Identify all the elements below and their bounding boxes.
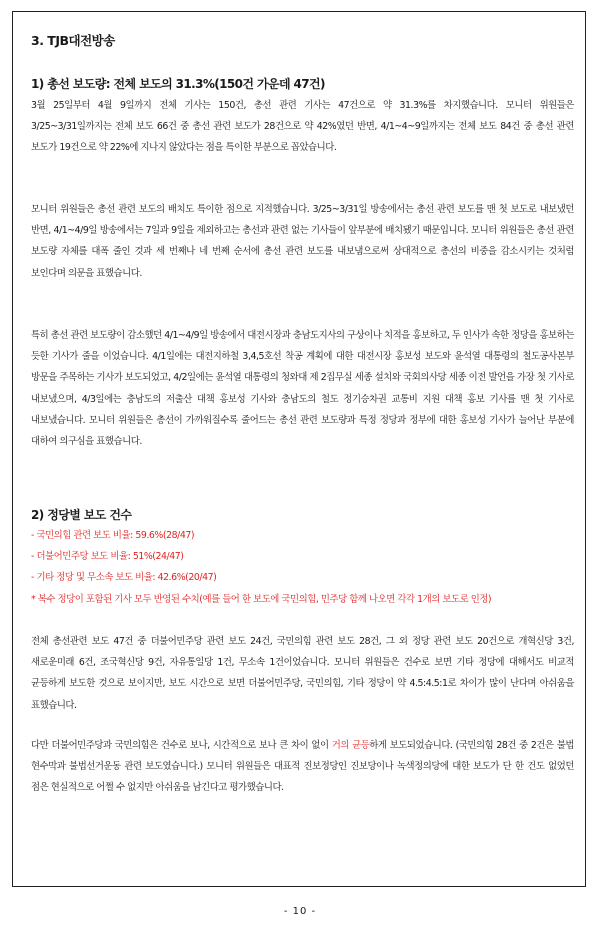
ratio-others: - 기타 정당 및 무소속 보도 비율: 42.6%(20/47) [31,572,217,584]
paragraph-party-counts: 전체 총선관련 보도 47건 중 더불어민주당 관련 보도 24건, 국민의힘 관련 보도 28건, 그 외 정당 관련 보도 20건으로 개혁신당 3건, 새로운미래 6건, 조국혁신당 9건, 자유통일당 1건, 무소속 1건이었습니다. 모니터 위원들은 건수로 보면 기타 정당에 대해서도 비교적 균등하게 보도한 것으로 보이지만, 보도 시간으로 보면 더불어민주당, 국민의힘, 기타 정당이 약 4.5:4.5:1로 차이가 많이 난다며 아쉬움을 표했습니다. [31,636,574,711]
paragraph-coverage-placement: 모니터 위원들은 총선 관련 보도의 배치도 특이한 점으로 지적했습니다. 3/25~3/31일 방송에서는 총선 관련 보도를 맨 첫 보도로 내보냈던 반면, 4/1~4/9일 방송에서는 7일과 9일을 제외하고는 총선과 관련 없는 기사들이 앞부분에 배치됐기 때문입니다. 모니터 위원들은 총선 관련 보도량 자체를 대폭 줄인 것과 세 번째나 네 번째 순서에 총선 관련 보도를 내보냄으로써 상대적으로 총선의 비중을 감소시키는 것처럼 보인다며 의문을 표했습니다. [31,204,574,279]
party-ratio-list [31,525,574,610]
ratio-ppp: - 국민의힘 관련 보도 비율: 59.6%(28/47) [31,530,195,541]
balance-text-pre: 다만 더불어민주당과 국민의힘은 건수로 보나, 시간적으로 보나 큰 차이 없이 [31,740,332,751]
balance-highlight: 거의 균등 [331,740,370,751]
paragraph-balance [31,735,574,799]
subsection-1-title: 1) 총선 보도량: 전체 보도의 31.3%(150건 가운데 47건) [31,77,325,91]
section-title: 3. TJB대전방송 [31,33,115,48]
paragraph-promotional-coverage: 특히 총선 관련 보도량이 감소했던 4/1~4/9일 방송에서 대전시장과 충남도지사의 구상이나 치적을 홍보하고, 두 인사가 속한 정당을 홍보하는 듯한 기사가 줄을 이었습니다. 4/1일에는 대전지하철 3,4,5호선 착공 계획에 대한 대전시장 홍보성 보도와 윤석열 대통령의 철도공사본부 방문을 주목하는 기사가 보도되었고, 4/2일에는 윤석열 대통령의 청와대 제 2집무실 세종 설치와 국회의사당 세종 이전 발언을 가장 첫 기사로 내보냈으며, 4/3일에는 충남도의 저출산 대책 홍보성 기사와 충남도의 철도 정기승차권 교통비 지원 대책 홍보 기사를 맨 첫 기사로 내보냈습니다. 모니터 위원들은 총선이 가까워질수록 줄어드는 총선 관련 보도량과 특정 정당과 정부에 대한 홍보성 기사가 늘어난 부분에 대하여 의구심을 표했습니다. [31,330,574,448]
subsection-2-title: 2) 정당별 보도 건수 [31,508,132,522]
ratio-democratic: - 더불어민주당 보도 비율: 51%(24/47) [31,551,184,563]
page-number: - 10 - [283,906,317,917]
ratio-footnote: * 복수 정당이 포함된 기사 모두 반영된 수치(예를 들어 한 보도에 국민의힘, 민주당 함께 나오면 각각 1개의 보도로 인정) [31,593,492,605]
paragraph-coverage-volume: 3월 25일부터 4월 9일까지 전체 기사는 150건, 총선 관련 기사는 47건으로 약 31.3%를 차지했습니다. 모니터 위원들은 3/25~3/31일까지는 전체 보도 66건 중 총선 관련 보도가 28건으로 약 42%였던 반면, 4/1~4~9일까지는 전체 보도 84건 중 총선 관련 보도가 19건으로 약 22%에 지나지 않았다는 점을 특이한 부분으로 꼽았습니다. [31,100,574,154]
balance-text-post: 하게 보도되었습니다. (국민의힘 28건 중 2건은 불법 현수막과 불법선거운동 관련 보도였습니다.) 모니터 위원들은 대표적 진보정당인 진보당이나 녹색정의당에 대한 보도가 단 한 건도 없었던 점은 현실적으로 어쩔 수 없지만 아쉬움을 남긴다고 평가했습니다. [31,740,574,794]
